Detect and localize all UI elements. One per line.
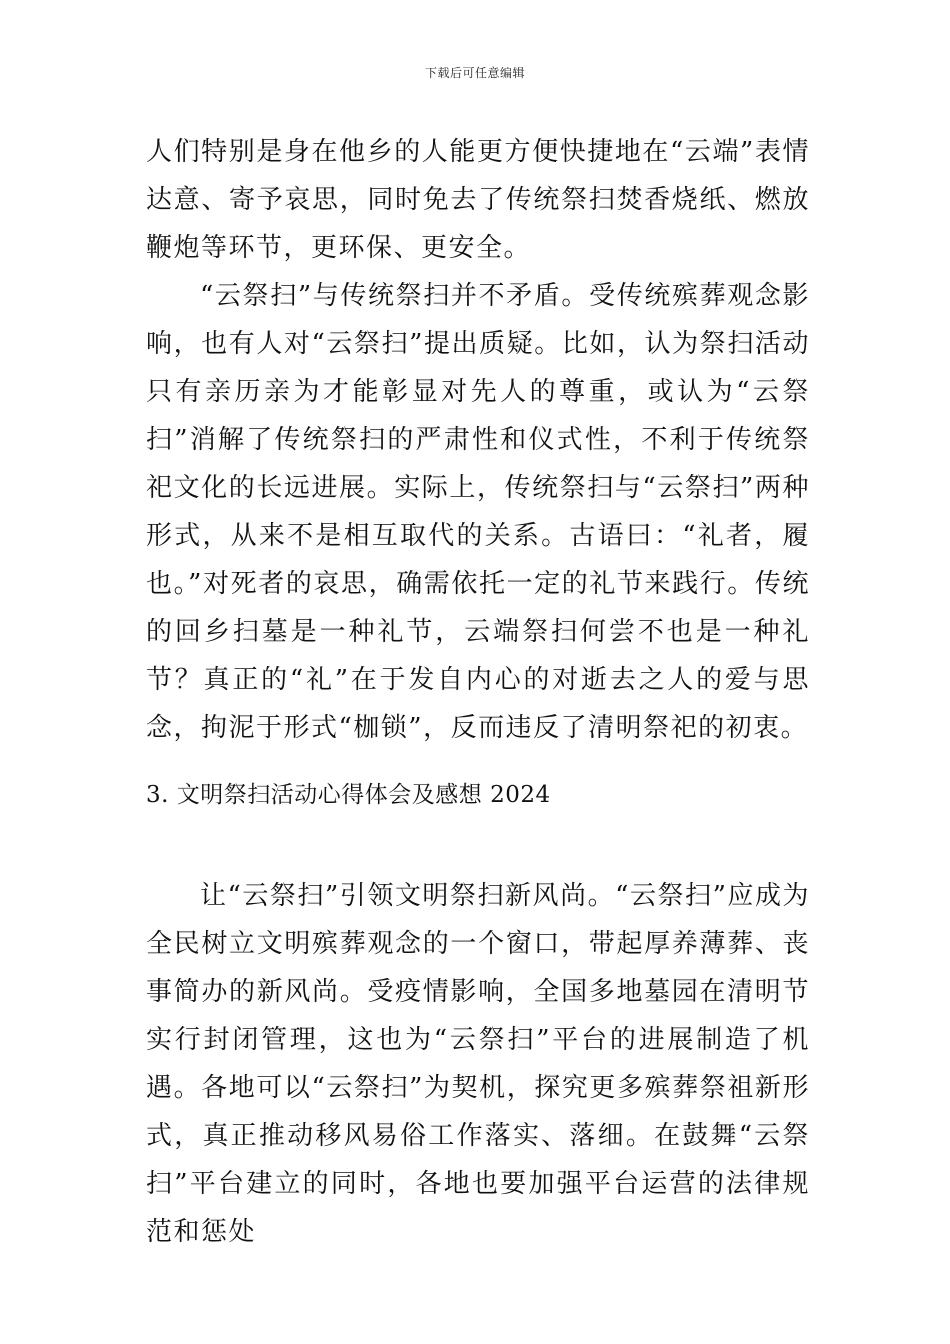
page-header-note: 下载后可任意编辑	[424, 66, 525, 80]
paragraph: 让“云祭扫”引领文明祭扫新风尚。“云祭扫”应成为全民树立文明殡葬观念的一个窗口，带起厚养薄葬、丧事简办的新风尚。受疫情影响，全国多地墓园在清明节实行封闭管理，这也为“云祭扫”平台的进展制造了机遇。各地可以“云祭扫”为契机，探究更多殡葬祭祖新形式，真正推动移风易俗工作落实、落细。在鼓舞“云祭扫”平台建立的同时，各地也要加强平台运营的法律规范和惩处	[146, 881, 810, 1247]
paragraph: “云祭扫”与传统祭扫并不矛盾。受传统殡葬观念影响，也有人对“云祭扫”提出质疑。比如，认为祭扫活动只有亲历亲为才能彰显对先人的尊重，或认为“云祭扫”消解了传统祭扫的严肃性和仪式性，不利于传统祭祀文化的长远进展。实际上，传统祭扫与“云祭扫”两种形式，从来不是相互取代的关系。古语曰：“礼者，履也。”对死者的哀思，确需依托一定的礼节来践行。传统的回乡扫墓是一种礼节，云端祭扫何尝不也是一种礼节？真正的“礼”在于发自内心的对逝去之人的爱与思念，拘泥于形式“枷锁”，反而违反了清明祭祀的初衷。	[146, 281, 810, 743]
text-block-2	[146, 872, 810, 1256]
text-block-1	[146, 128, 810, 752]
paragraph: 人们特别是身在他乡的人能更方便快捷地在“云端”表情达意、寄予哀思，同时免去了传统祭扫焚香烧纸、燃放鞭炮等环节，更环保、更安全。	[146, 137, 810, 263]
section-heading: 3. 文明祭扫活动心得体会及感想 2024	[146, 782, 551, 808]
